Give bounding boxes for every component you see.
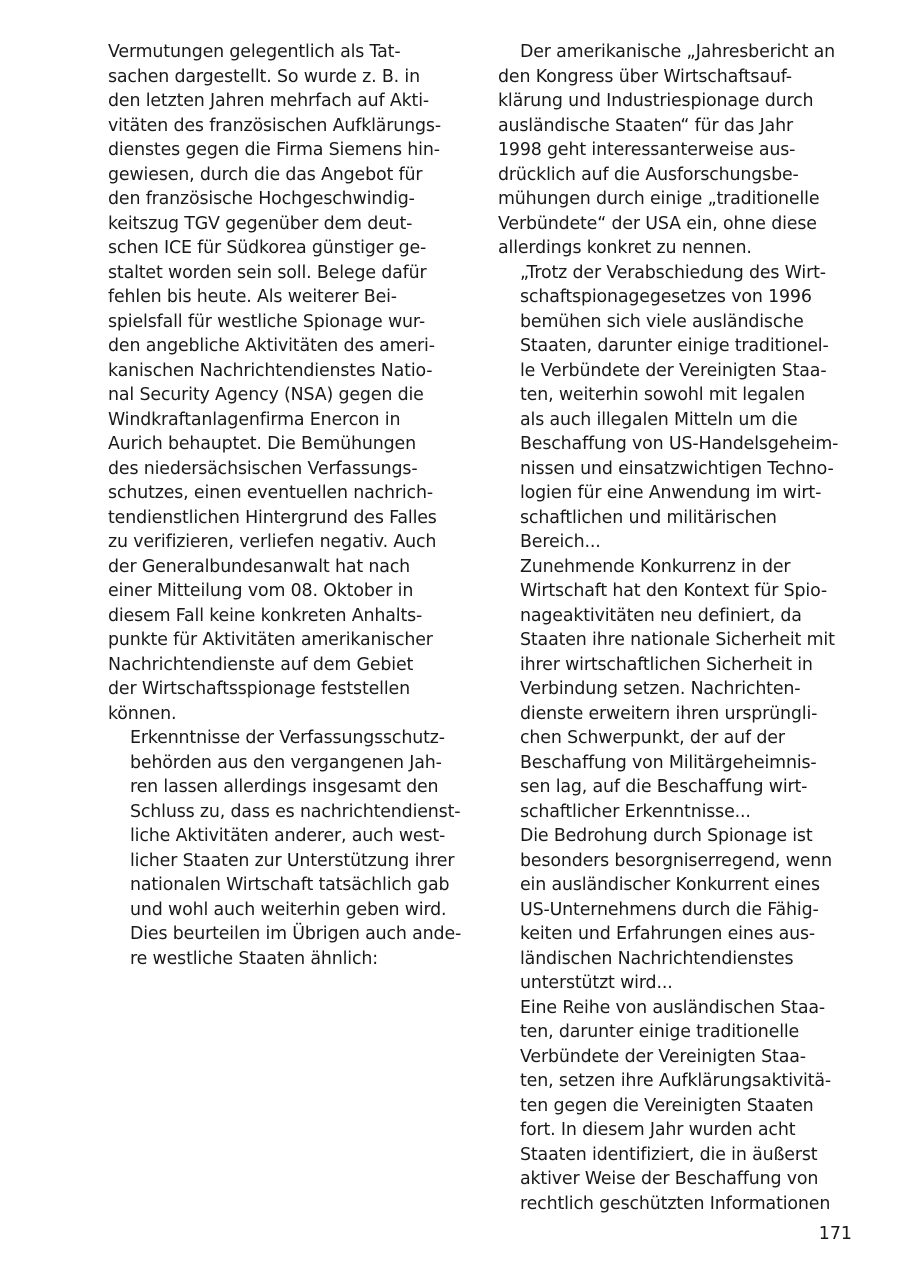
text-line: schaftlichen und militärischen (520, 507, 777, 528)
text-line: dienste erweitern ihren ursprüngli- (520, 703, 818, 724)
text-line: Nachrichtendienste auf dem Gebiet (108, 654, 414, 675)
text-line: ausländische Staaten“ für das Jahr (498, 115, 793, 136)
text-line: tendienstlichen Hintergrund des Falles (108, 507, 437, 528)
text-line: gewiesen, durch die das Angebot für (108, 164, 423, 185)
text-line: Staaten, darunter einige traditionel- (520, 336, 829, 356)
text-line: licher Staaten zur Unterstützung ihrer (130, 850, 455, 871)
text-line: den letzten Jahren mehrfach auf Akti- (108, 91, 430, 111)
text-line: Wirtschaft hat den Kontext für Spio- (520, 581, 828, 601)
text-line: sachen dargestellt. So wurde z. B. in (108, 66, 420, 87)
text-line: Schluss zu, dass es nachrichtendienst- (130, 801, 461, 822)
text-line: den angebliche Aktivitäten des ameri- (108, 336, 435, 356)
text-line: Staaten ihre nationale Sicherheit mit (520, 630, 835, 650)
text-line: Verbündete der Vereinigten Staa- (520, 1046, 806, 1067)
text-line: diesem Fall keine konkreten Anhalts- (108, 605, 423, 626)
text-line: den französische Hochgeschwindig- (108, 189, 415, 209)
text-line: zu verifizieren, verliefen negativ. Auch (108, 532, 437, 552)
text-line: schaftlicher Erkenntnisse... (520, 801, 751, 822)
text-line: fehlen bis heute. Als weiterer Bei- (108, 287, 397, 307)
text-line: keitszug TGV gegenüber dem deut- (108, 213, 413, 234)
text-line: Verbindung setzen. Nachrichten- (520, 679, 801, 699)
text-line: punkte für Aktivitäten amerikanischer (108, 630, 433, 650)
text-line: „Trotz der Verabschiedung des Wirt- (520, 262, 826, 283)
text-line: ten, setzen ihre Aufklärungsaktivitä- (520, 1071, 831, 1091)
text-line: fort. In diesem Jahr wurden acht (520, 1120, 796, 1140)
text-line: und wohl auch weiterhin geben wird. (130, 899, 447, 920)
text-line: keiten und Erfahrungen eines aus- (520, 924, 815, 944)
text-line: drücklich auf die Ausforschungsbe- (498, 164, 799, 185)
text-line: ren lassen allerdings insgesamt den (130, 777, 439, 797)
text-line: ein ausländischer Konkurrent eines (520, 875, 820, 895)
text-line: Zunehmende Konkurrenz in der (520, 556, 791, 577)
text-line: Bereich... (520, 532, 601, 552)
text-line: kanischen Nachrichtendienstes Natio- (108, 360, 433, 381)
page-number: 171 (818, 1224, 852, 1244)
text-line: einer Mitteilung vom 08. Oktober in (108, 581, 414, 601)
text-line: Eine Reihe von ausländischen Staa- (520, 997, 825, 1018)
left-column (108, 40, 470, 971)
text-line: besonders besorgniserregend, wenn (520, 850, 833, 871)
text-line: klärung und Industriespionage durch (498, 91, 814, 111)
text-line: Staaten identifiziert, die in äußerst (520, 1144, 818, 1165)
text-line: spielsfall für westliche Spionage wur- (108, 311, 425, 332)
text-line: aktiver Weise der Beschaffung von (520, 1169, 819, 1189)
text-line: des niedersächsischen Verfassungs- (108, 458, 418, 479)
text-line: Aurich behauptet. Die Bemühungen (108, 434, 416, 454)
text-line: Dies beurteilen im Übrigen auch ande- (130, 924, 462, 944)
text-line: Der amerikanische „Jahresbericht an (520, 42, 836, 62)
text-line: ihrer wirtschaftlichen Sicherheit in (520, 654, 813, 675)
text-line: schutzes, einen eventuellen nachrich- (108, 483, 433, 503)
text-line: US-Unternehmens durch die Fähig- (520, 899, 819, 920)
text-line: Erkenntnisse der Verfassungsschutz- (130, 728, 445, 748)
block-quote (520, 261, 860, 1217)
text-line: Beschaffung von Militärgeheimnis- (520, 752, 817, 773)
text-line: allerdings konkret zu nennen. (498, 238, 752, 258)
text-line: le Verbündete der Vereinigten Staa- (520, 360, 827, 381)
text-line: ländischen Nachrichtendienstes (520, 948, 794, 969)
text-line: nationalen Wirtschaft tatsächlich gab (130, 875, 450, 895)
text-line: Beschaffung von US-Handelsgeheim- (520, 434, 839, 454)
text-line: rechtlich geschützten Informationen (520, 1193, 831, 1214)
text-line: logien für eine Anwendung im wirt- (520, 483, 822, 503)
text-line: chen Schwerpunkt, der auf der (520, 728, 785, 748)
text-line: vitäten des französischen Aufklärungs- (108, 115, 441, 136)
text-line: re westliche Staaten ähnlich: (130, 948, 378, 969)
text-line: schen ICE für Südkorea günstiger ge- (108, 238, 427, 258)
text-line: nageaktivitäten neu definiert, da (520, 605, 802, 626)
paragraph (108, 40, 470, 726)
text-line: Die Bedrohung durch Spionage ist (520, 826, 813, 846)
text-line: unterstützt wird... (520, 973, 673, 993)
paragraph (108, 726, 470, 971)
text-line: 1998 geht interessanterweise aus- (498, 140, 796, 160)
text-line: staltet worden sein soll. Belege dafür (108, 262, 427, 283)
text-line: dienstes gegen die Firma Siemens hin- (108, 140, 440, 160)
paragraph (498, 40, 860, 261)
text-line: Verbündete“ der USA ein, ohne diese (498, 213, 817, 234)
text-line: als auch illegalen Mitteln um die (520, 409, 798, 430)
text-line: können. (108, 703, 177, 724)
text-line: mühungen durch einige „traditionelle (498, 189, 820, 209)
text-line: den Kongress über Wirtschaftsauf- (498, 66, 792, 87)
text-line: der Generalbundesanwalt hat nach (108, 556, 411, 577)
text-line: ten gegen die Vereinigten Staaten (520, 1095, 814, 1116)
text-line: bemühen sich viele ausländische (520, 311, 804, 332)
text-line: Vermutungen gelegentlich als Tat- (108, 42, 401, 62)
right-column (498, 40, 860, 1216)
text-line: nissen und einsatzwichtigen Techno- (520, 458, 834, 479)
text-line: der Wirtschaftsspionage feststellen (108, 679, 410, 699)
text-line: Windkraftanlagenfirma Enercon in (108, 409, 401, 430)
text-line: behörden aus den vergangenen Jah- (130, 752, 442, 773)
text-line: sen lag, auf die Beschaffung wirt- (520, 777, 808, 797)
text-line: nal Security Agency (NSA) gegen die (108, 385, 424, 405)
text-line: schaftspionagegesetzes von 1996 (520, 287, 812, 307)
text-line: ten, weiterhin sowohl mit legalen (520, 385, 806, 405)
text-line: liche Aktivitäten anderer, auch west- (130, 826, 446, 846)
text-line: ten, darunter einige traditionelle (520, 1022, 800, 1042)
